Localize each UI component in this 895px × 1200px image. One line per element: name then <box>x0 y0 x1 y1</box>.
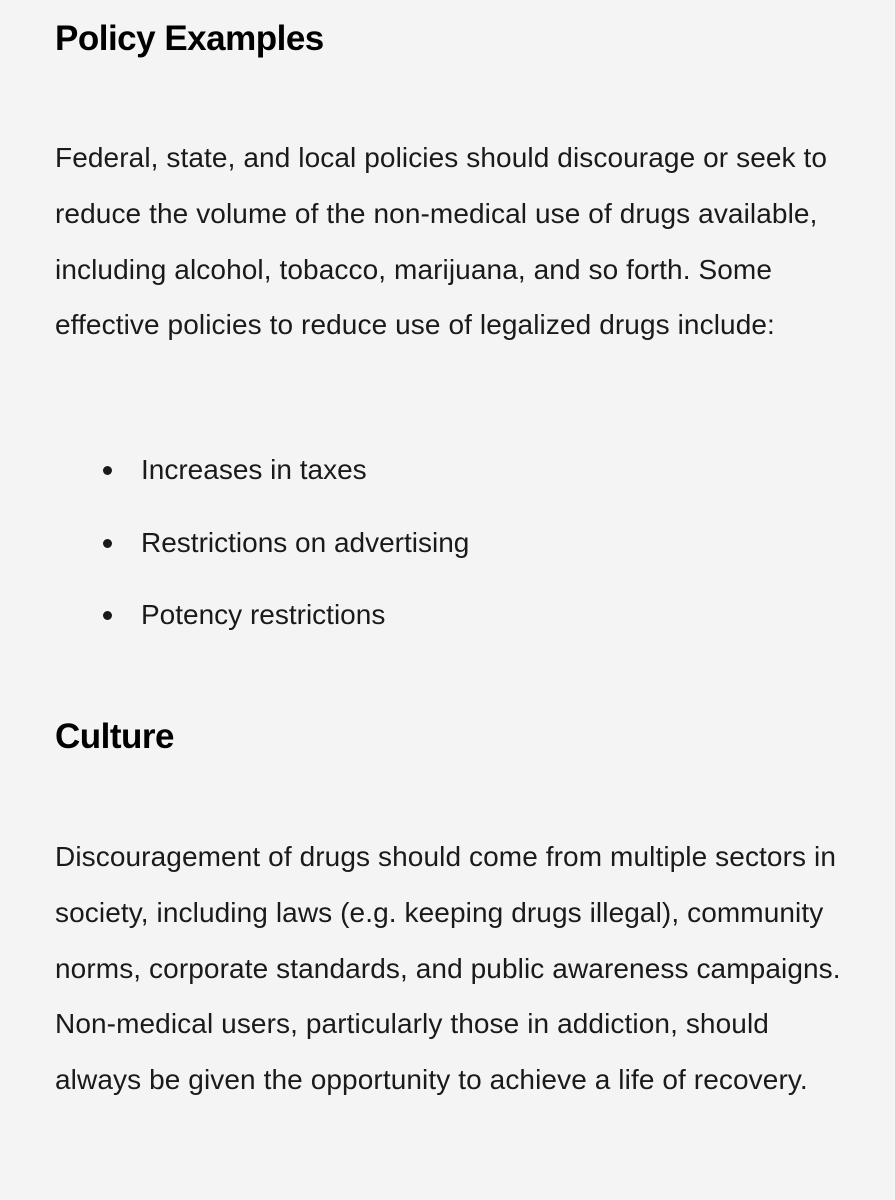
bullet-icon <box>103 466 112 475</box>
policy-examples-paragraph: Federal, state, and local policies should discourage or seek to reduce the volume of the non-medical use of drugs available, including alcohol, tobacco, marijuana, and so forth. Some effective policies to reduce use of legalized drugs include: <box>55 142 828 341</box>
bullet-icon <box>103 539 112 548</box>
bullet-icon <box>103 611 112 620</box>
section-heading-culture: Culture <box>55 717 174 756</box>
list-item-text: Increases in taxes <box>141 454 367 485</box>
culture-paragraph: Discouragement of drugs should come from multiple sectors in society, including laws (e.g. keeping drugs illegal), community norms, corporate standards, and public awareness campaigns. Non-medical users, particularly those in addiction, should always be given the opportunity to achieve a life of recovery. <box>55 841 841 1096</box>
list-item-text: Restrictions on advertising <box>141 526 470 558</box>
list-item-text: Potency restrictions <box>141 599 386 630</box>
section-heading-policy-examples: Policy Examples <box>55 19 324 58</box>
